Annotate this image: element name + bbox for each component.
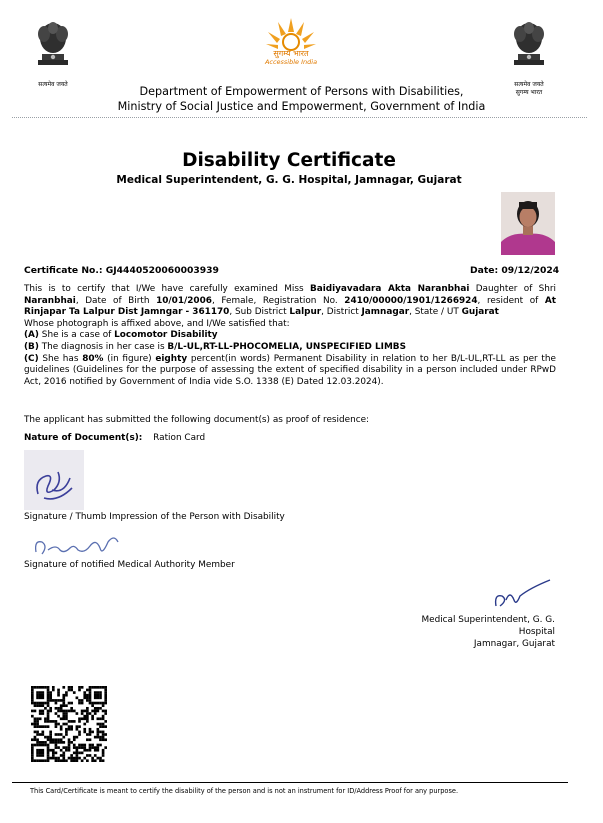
nature-of-documents <box>24 433 205 443</box>
certificate-date <box>470 265 559 276</box>
superintendent-block <box>383 614 555 650</box>
finding-b: (B) The diagnosis in her case is B/L-UL,RT-LL-PHOCOMELIA, UNSPECIFIED LIMBS <box>24 341 406 352</box>
department-line-2: Ministry of Social Justice and Empowerment, Government of India <box>117 100 486 113</box>
handwritten-signature-icon <box>490 578 560 612</box>
photograph-statement: Whose photograph is affixed above, and I/We satisfied that: <box>24 318 290 329</box>
certificate-issuer: Medical Superintendent, G. G. Hospital, Jamnagar, Gujarat <box>116 174 462 186</box>
person-signature-caption: Signature / Thumb Impression of the Person with Disability <box>24 512 285 522</box>
disability-type: Locomotor Disability <box>114 330 218 341</box>
district: Jamnagar <box>361 307 410 318</box>
footer-divider <box>12 782 568 783</box>
finding-a: (A) She is a case of Locomotor Disability <box>24 330 218 341</box>
superintendent-line-1: Medical Superintendent, G. G. Hospital <box>421 615 555 637</box>
handwritten-signature-icon <box>24 450 84 510</box>
disability-percent: 80% <box>82 353 104 364</box>
nature-of-documents-label: Nature of Document(s): <box>24 433 143 443</box>
department-line-1: Department of Empowerment of Persons with Disabilities, <box>139 85 464 98</box>
emblem-subcaption-right: सुगम्य भारत <box>515 89 543 96</box>
verification-qr-code <box>31 686 107 762</box>
certification-paragraph: This is to certify that I/We have carefully examined Miss Baidiyavadara Akta Naranbhai Daughter of Shri Naranbhai, Date of Birth 10/01/2006, Female, Registration No. 2410/00000/1901/1266924, resident of At Rinjapar Ta Lalpur Dist Jamngar - 361170, Sub District Lalpur, District Jamnagar, State / UT Gujarat <box>24 284 557 318</box>
footer-disclaimer: This Card/Certificate is meant to certify the disability of the person and is not an instrument for ID/Address Proof for any purpose. <box>30 787 459 795</box>
sub-district: Lalpur <box>289 307 322 318</box>
authority-signature-caption: Signature of notified Medical Authority Member <box>24 560 235 570</box>
father-name: Naranbhai <box>24 295 76 306</box>
address: At Rinjapar Ta Lalpur Dist Jamngar - 361170 <box>24 295 556 318</box>
authority-signature-image <box>30 530 130 560</box>
logo-text-english: Accessible India <box>264 58 318 66</box>
certificate-number-value: GJ4440520060003939 <box>105 265 219 276</box>
certificate-body <box>24 284 556 388</box>
header-divider <box>12 117 587 118</box>
certificate-title: Disability Certificate <box>182 150 396 171</box>
logo-text-hindi: सुगम्य भारत <box>273 49 309 58</box>
national-emblem-left <box>30 14 83 88</box>
date-of-birth: 10/01/2006 <box>156 295 212 306</box>
ashoka-emblem-icon <box>30 14 76 76</box>
emblem-motto-right: सत्यमेव जयते <box>514 81 544 88</box>
person-signature-image <box>24 450 84 510</box>
person-photo-icon <box>501 192 555 255</box>
documents-intro: The applicant has submitted the following document(s) as proof of residence: <box>24 415 370 425</box>
certificate-date-value: 09/12/2024 <box>501 265 560 276</box>
qr-code-icon <box>31 686 107 762</box>
handwritten-signature-icon <box>30 530 130 560</box>
certificate-number-label: Certificate No.: <box>24 265 103 276</box>
department-header <box>0 84 603 114</box>
finding-c: (C) She has 80% (in figure) eighty percent(in words) Permanent Disability in relation to her B/L-UL,RT-LL as per the guidelines (Guidelines for the purpose of assessing the extent of specified disability in a person included under RPwD Act, 2016 notified by Government of India vide S.O. 1338 (E) Dated 12.03.2024). <box>24 353 556 387</box>
accessible-india-logo <box>258 12 324 70</box>
emblem-motto-left: सत्यमेव जयते <box>38 81 68 88</box>
nature-of-documents-value: Ration Card <box>153 433 206 443</box>
superintendent-line-2: Jamnagar, Gujarat <box>473 639 555 649</box>
applicant-photo <box>501 192 555 255</box>
certificate-number <box>24 265 219 276</box>
applicant-name: Baidiyavadara Akta Naranbhai <box>309 284 470 294</box>
registration-number: 2410/00000/1901/1266924 <box>344 295 478 306</box>
superintendent-signature-image <box>490 578 560 612</box>
disability-percent-words: eighty <box>155 353 188 364</box>
certificate-date-label: Date: <box>470 265 499 276</box>
state: Gujarat <box>461 307 499 318</box>
ashoka-emblem-icon <box>506 14 552 76</box>
diagnosis: B/L-UL,RT-LL-PHOCOMELIA, UNSPECIFIED LIMBS <box>167 341 406 352</box>
